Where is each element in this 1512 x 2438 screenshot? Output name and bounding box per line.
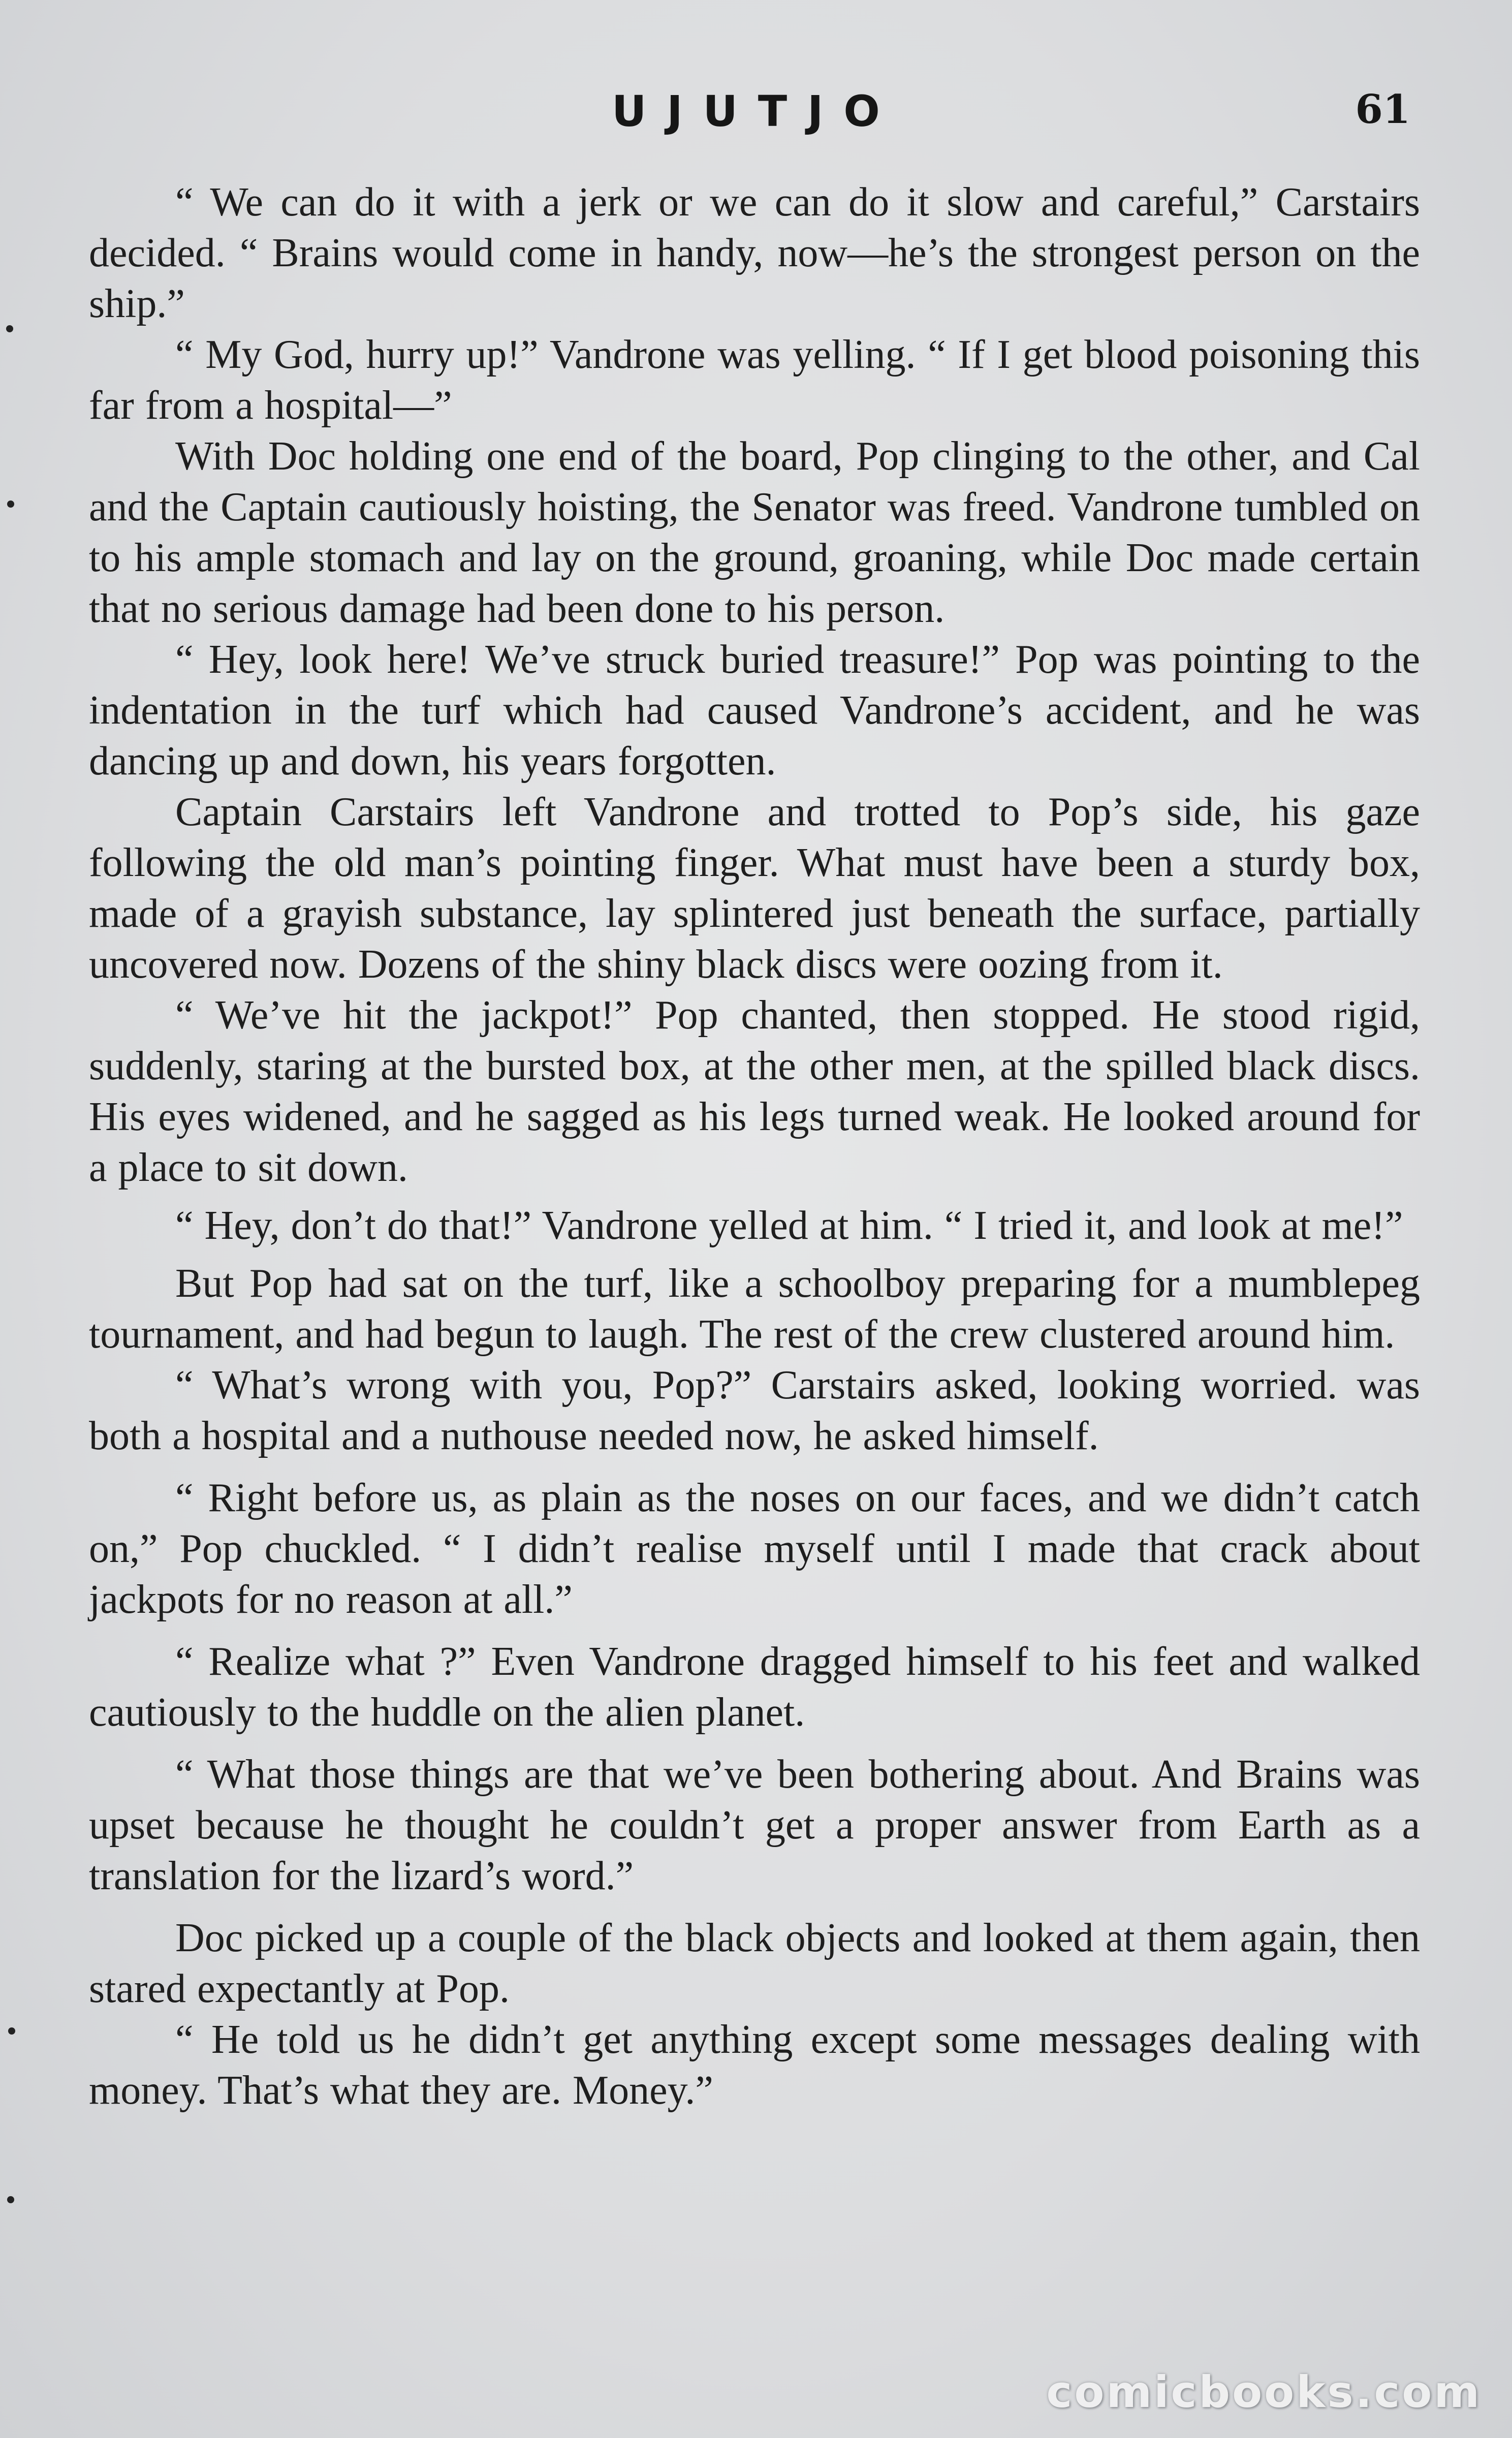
paragraph-5: Captain Carstairs left Vandrone and trotted to Pop’s side, his gaze following the old man’s pointing finger. What must have been a sturdy box, made of a grayish substance, lay splintered just beneath the surface, partially uncovered now. Dozens of the shiny black discs were oozing from it. <box>89 790 1420 987</box>
paragraph-11: “ Realize what ?” Even Vandrone dragged himself to his feet and walked cautiously to the huddle on the alien planet. <box>89 1639 1420 1735</box>
paragraph-12: “ What those things are that we’ve been bothering about. And Brains was upset because he thought he couldn’t get a proper answer from Earth as a translation for the lizard’s word.” <box>89 1752 1420 1898</box>
paragraph-9: “ What’s wrong with you, Pop?” Carstairs asked, looking worried. was both a hospital and a nuthouse needed now, he asked himself. <box>89 1363 1420 1458</box>
running-title: UJUTJO <box>612 86 900 136</box>
edge-mark <box>7 2196 14 2203</box>
paragraph-8: But Pop had sat on the turf, like a schoolboy preparing for a mumblepeg tournament, and had begun to laugh. The rest of the crew clustered around him. <box>89 1261 1420 1357</box>
paragraph-6: “ We’ve hit the jackpot!” Pop chanted, then stopped. He stood rigid, suddenly, staring at the bursted box, at the other men, at the spilled black discs. His eyes widened, and he sagged as his legs turned weak. He looked around for a place to sit down. <box>89 993 1420 1190</box>
page-number: 61 <box>1355 86 1410 133</box>
paragraph-2: “ My God, hurry up!” Vandrone was yelling. “ If I get blood poisoning this far from a hospital—” <box>89 332 1420 428</box>
paragraph-1: “ We can do it with a jerk or we can do it slow and careful,” Carstairs decided. “ Brains would come in handy, now—he’s the strongest person on the ship.” <box>89 180 1420 326</box>
paragraph-4: “ Hey, look here! We’ve struck buried treasure!” Pop was pointing to the indentation in the turf which had caused Vandrone’s accident, and he was dancing up and down, his years forgotten. <box>89 637 1420 784</box>
paragraph-3: With Doc holding one end of the board, Pop clinging to the other, and Cal and the Captain cautiously hoisting, the Senator was freed. Vandrone tumbled on to his ample stomach and lay on the ground, groaning, while Doc made certain that no serious damage had been done to his person. <box>89 434 1420 631</box>
edge-mark <box>6 325 13 332</box>
page-header <box>0 76 1512 152</box>
edge-mark <box>7 501 14 508</box>
body-text <box>89 177 1420 2116</box>
paragraph-7: “ Hey, don’t do that!” Vandrone yelled at him. “ I tried it, and look at me!” <box>175 1203 1403 1248</box>
watermark-text: comicbooks.com <box>1046 2367 1482 2418</box>
paragraph-14: “ He told us he didn’t get anything except some messages dealing with money. That’s what they are. Money.” <box>89 2017 1420 2113</box>
edge-mark <box>8 2027 15 2035</box>
paragraph-13: Doc picked up a couple of the black objects and looked at them again, then stared expectantly at Pop. <box>89 1916 1420 2011</box>
paragraph-10: “ Right before us, as plain as the noses on our faces, and we didn’t catch on,” Pop chuckled. “ I didn’t realise myself until I made that crack about jackpots for no reason at all.” <box>89 1476 1420 1622</box>
